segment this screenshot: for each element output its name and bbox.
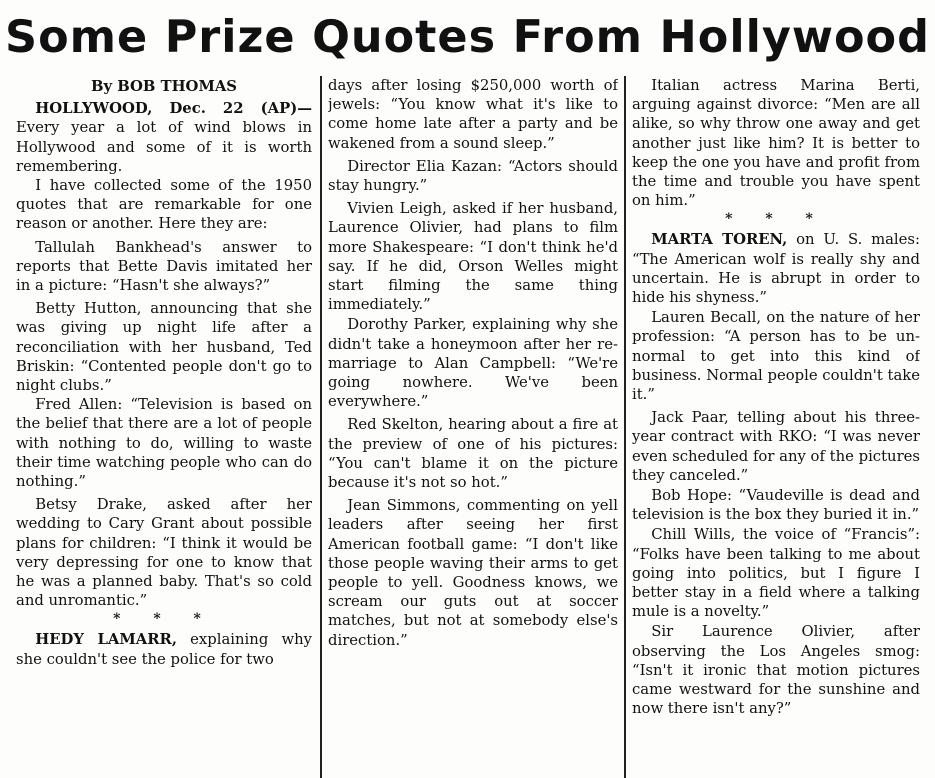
- section-divider-stars: * * *: [725, 211, 827, 228]
- paragraph: Fred Allen: “Television is based on the belief that there are a lot of people with nothing to do, willing to waste their time watching people who can do nothing.”: [16, 396, 312, 491]
- byline: By BOB THOMAS: [90, 78, 237, 95]
- paragraph: Tallulah Bankhead's answer to reports that Bette Davis imitated her in a picture: “Hasn't she always?”: [16, 238, 312, 295]
- section-divider-stars: * * *: [113, 611, 215, 628]
- paragraph: Vivien Leigh, asked if her husband, Laurence Olivier, had plans to film more Shakespeare: “I don't think he'd say. If he did, Orson Welles might start filming the same thing immediately.”: [328, 200, 618, 314]
- paragraph: Betsy Drake, asked after her wedding to Cary Grant about possible plans for children: “I think it would be very depressing for one to know that he was a planned baby. That's so cold and unromantic.”: [16, 496, 312, 610]
- paragraph: Sir Laurence Olivier, after observing the Los Angeles smog: “Isn't it ironic that motion pictures came westward for the sunshine and now there isn't any?”: [632, 623, 920, 718]
- column-rule: [320, 76, 322, 778]
- paragraph-text: explaining why she couldn't see the police for two: [16, 631, 312, 668]
- paragraph: Chill Wills, the voice of “Francis”: “Folks have been talking to me about going into politics, but I figure I better stay in a field where a talking mule is a novelty.”: [632, 526, 920, 621]
- paragraph: Dorothy Parker, explaining why she didn't take a honeymoon after her re-marriage to Alan Campbell: “We're going nowhere. We've been everywhere.”: [328, 316, 618, 411]
- paragraph-text: on U. S. males: “The American wolf is really shy and uncertain. He is abrupt in order to hide his shyness.”: [632, 231, 920, 307]
- headline: Some Prize Quotes From Hollywood: [5, 12, 930, 63]
- column-rule: [624, 76, 626, 778]
- lead-text: Every year a lot of wind blows in Hollywood and some of it is worth remembering.: [16, 119, 312, 175]
- paragraph: days after losing $250,000 worth of jewels: “You know what it's like to come home late after a party and be wakened from a sound sleep.”: [328, 77, 618, 152]
- paragraph: Bob Hope: “Vaudeville is dead and television is the box they buried it in.”: [632, 487, 920, 524]
- subject-name: HEDY LAMARR,: [35, 631, 177, 649]
- paragraph: Jean Simmons, commenting on yell leaders after seeing her first American football game: “I don't like those people waving their arms to get people to yell. Goodness knows, we scream our guts out at soccer matches, but not at somebody else's direction.”: [328, 497, 618, 649]
- article-column-1: [16, 76, 312, 778]
- article-column-3: [632, 76, 920, 778]
- paragraph: Director Elia Kazan: “Actors should stay hungry.”: [328, 157, 618, 195]
- paragraph: Betty Hutton, announcing that she was giving up night life after a reconciliation with her husband, Ted Briskin: “Contented people don't go to night clubs.”: [16, 300, 312, 395]
- paragraph: Lauren Becall, on the nature of her profession: “A person has to be un-normal to get into this kind of business. Normal people couldn't take it.”: [632, 309, 920, 404]
- paragraph: [632, 230, 920, 307]
- paragraph: Italian actress Marina Berti, arguing against divorce: “Men are all alike, so why throw one away and get another just like him? It is better to keep the one you have and profit from the time and trouble you have spent on him.”: [632, 77, 920, 210]
- dateline: HOLLYWOOD, Dec. 22 (AP)—: [35, 100, 312, 118]
- lead-paragraph: [16, 99, 312, 176]
- article-column-2: [328, 76, 618, 778]
- paragraph: [16, 630, 312, 668]
- paragraph: Jack Paar, telling about his three-year contract with RKO: “I was never even scheduled for any of the pictures they canceled.”: [632, 409, 920, 484]
- paragraph: Red Skelton, hearing about a fire at the preview of one of his pictures: “You can't blame it on the picture because it's not so hot.”: [328, 416, 618, 492]
- subject-name: MARTA TOREN,: [651, 231, 788, 249]
- paragraph: I have collected some of the 1950 quotes that are remarkable for one reason or another. Here they are:: [16, 177, 312, 233]
